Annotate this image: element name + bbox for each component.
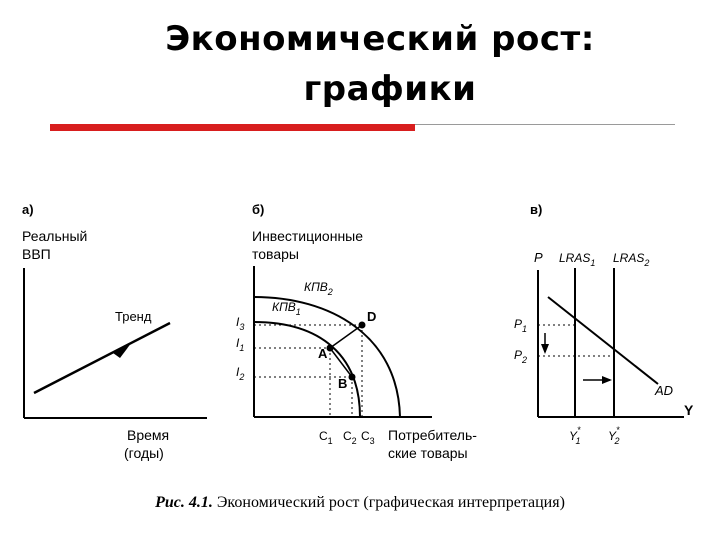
point-b-label: B xyxy=(338,376,348,391)
panel-a-tag: а) xyxy=(22,202,34,217)
tick-label-c1: $C_1$ xyxy=(319,429,333,446)
p1-label: $P_1$ xyxy=(514,317,528,334)
panel-a-xlabel-line2: (годы) xyxy=(124,445,164,461)
ppf-inner-label: $КПВ_1$ xyxy=(272,300,301,317)
title-line-2: графики xyxy=(303,69,477,109)
panel-b-ylabel-line2: товары xyxy=(252,246,299,262)
tick-label-c3: $C_3$ xyxy=(361,429,375,446)
panel-b-ylabel-line1: Инвестиционные xyxy=(252,228,364,244)
p2-label: $P_2$ xyxy=(514,348,528,365)
caption-prefix: Рис. 4.1. xyxy=(155,494,213,511)
panel-a-ylabel-line1: Реальный xyxy=(22,228,88,244)
point-d-dot xyxy=(359,322,366,329)
point-a-dot xyxy=(327,345,334,352)
tick-label-i2: $I_2$ xyxy=(236,365,245,382)
lras1-label: $LRAS_1$ xyxy=(559,251,596,268)
y2-star-label: Y* 2 xyxy=(608,425,620,446)
tick-label-i1: $I_1$ xyxy=(236,336,245,353)
tick-label-i3: $I_3$ xyxy=(236,315,245,332)
panel-a xyxy=(22,202,207,461)
figure-caption xyxy=(0,494,720,512)
lras2-label: $LRAS_2$ xyxy=(613,251,650,268)
panel-b-tag: б) xyxy=(252,202,265,217)
panel-c-tag: в) xyxy=(530,202,543,217)
point-b-dot xyxy=(349,374,356,381)
shift-a-to-d xyxy=(330,325,362,348)
panel-b xyxy=(236,202,477,461)
ad-curve xyxy=(548,297,658,384)
shift-a-to-b xyxy=(330,348,352,377)
ppf-curve-inner xyxy=(254,322,360,417)
trend-line xyxy=(34,323,170,393)
y1-star-label: Y* 1 xyxy=(569,425,581,446)
panel-a-ylabel-line2: ВВП xyxy=(22,246,51,262)
caption-text: Экономический рост (графическая интерпретация) xyxy=(216,494,565,511)
ad-label: AD xyxy=(655,383,674,398)
title-line-1: Экономический рост: xyxy=(165,19,595,59)
p-axis-label: P xyxy=(534,250,543,265)
panel-a-xlabel-line1: Время xyxy=(127,427,170,443)
point-a-label: A xyxy=(318,346,328,361)
tick-label-c2: $C_2$ xyxy=(343,429,357,446)
panel-c xyxy=(514,202,694,446)
panel-b-xlabel-line2: ские товары xyxy=(388,445,468,461)
ppf-outer-label: $КПВ_2$ xyxy=(304,280,333,297)
panel-b-xlabel-line1: Потребитель- xyxy=(388,427,477,443)
trend-label: Тренд xyxy=(115,309,152,324)
y-axis-label: Y xyxy=(684,402,694,418)
point-d-label: D xyxy=(367,309,377,324)
